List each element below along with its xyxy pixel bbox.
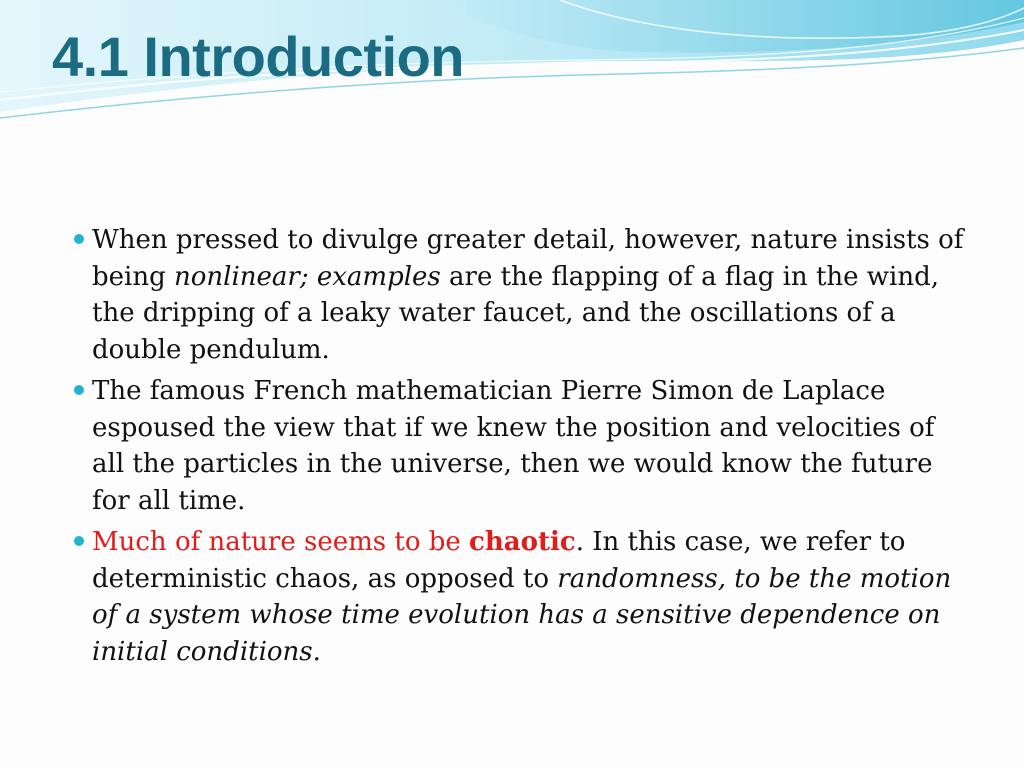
bullet-dot-icon xyxy=(74,385,84,395)
bullet-list xyxy=(72,222,972,675)
bullet-item xyxy=(72,373,972,519)
bullet-text: are the flapping of a flag in the wind, the dripping of a leaky water faucet, and the oscillations of a double pendulum. xyxy=(92,261,940,365)
bullet-text: . In this case, we refer to deterministic chaos, as opposed to xyxy=(92,527,906,594)
bullet-dot-icon xyxy=(74,536,84,546)
italic-term: nonlinear; examples xyxy=(174,261,441,292)
italic-definition: randomness, to be the motion of a system whose time evolution has a sensitive dependence on initial conditions. xyxy=(92,563,952,667)
bullet-item xyxy=(72,524,972,670)
slide-title: 4.1 Introduction xyxy=(52,25,464,88)
chaotic-keyword: chaotic xyxy=(469,527,576,557)
bullet-dot-icon xyxy=(74,234,84,244)
highlight-text: Much of nature seems to be xyxy=(92,527,470,557)
bullet-text: When pressed to divulge greater detail, however, nature insists of being xyxy=(92,225,964,292)
bullet-text: The famous French mathematician Pierre Simon de Laplace espoused the view that if we knew the position and velocities of all the particles in the universe, then we would know the future for all time. xyxy=(92,376,935,516)
bullet-item xyxy=(72,222,972,368)
